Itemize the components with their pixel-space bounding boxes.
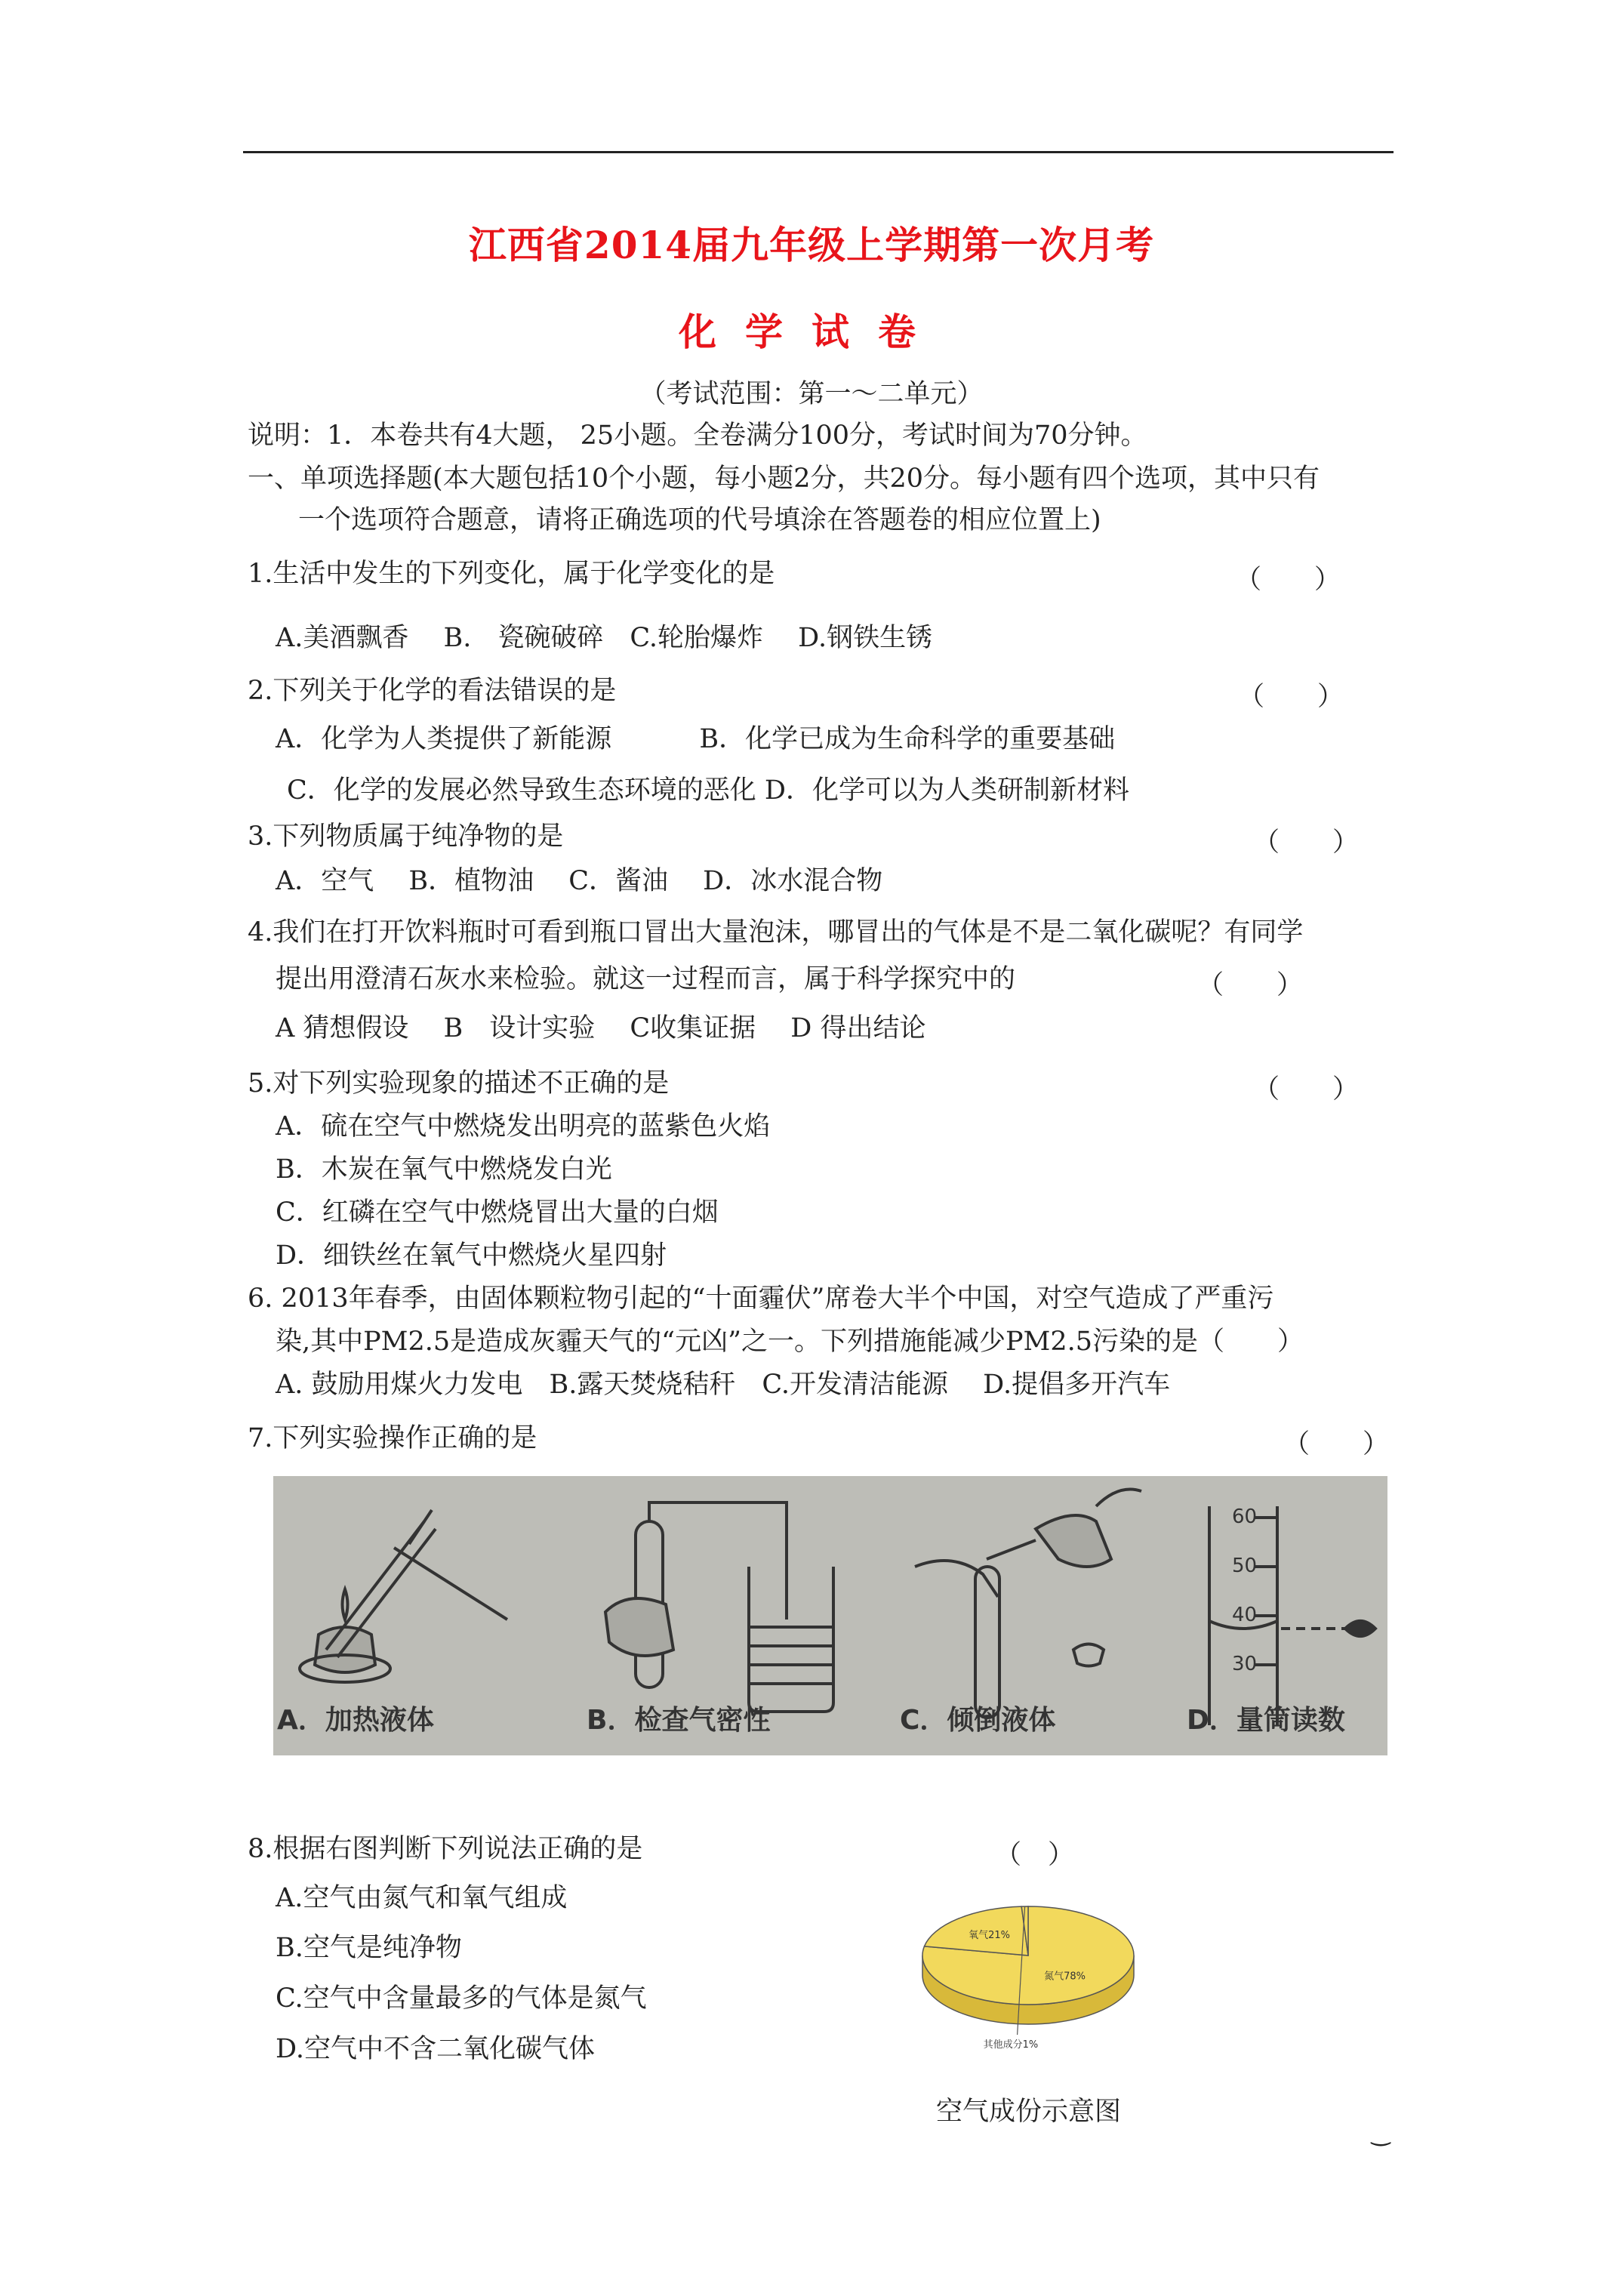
q7-label-b: B．检查气密性 — [587, 1705, 771, 1736]
header-rule — [243, 151, 1394, 153]
q8-stem: 8.根据右图判断下列说法正确的是 — [248, 1834, 643, 1864]
exam-scope: （考试范围：第一～二单元） — [639, 379, 984, 409]
page-mark: ‿ — [1372, 2120, 1390, 2147]
pie-label-n2: 氮气78% — [1044, 1971, 1086, 1983]
scale-40: 40 — [1232, 1604, 1258, 1626]
q1-answer-blank[interactable]: （ ） — [1235, 565, 1341, 595]
pie-caption: 空气成份示意图 — [936, 2097, 1122, 2127]
q2-options-cd: C．化学的发展必然导致生态环境的恶化 D．化学可以为人类研制新材料 — [287, 775, 1129, 806]
eye-icon — [1345, 1621, 1375, 1636]
q4-line2: 提出用澄清石灰水来检验。就这一过程而言，属于科学探究中的 — [276, 964, 1016, 994]
q2-stem: 2.下列关于化学的看法错误的是 — [248, 676, 617, 706]
q8-option-c: C.空气中含量最多的气体是氮气 — [276, 1983, 647, 2014]
test-tube-icon — [605, 1502, 787, 1687]
q5-option-a: A．硫在空气中燃烧发出明亮的蓝紫色火焰 — [276, 1111, 771, 1142]
stopper-icon — [1073, 1644, 1104, 1666]
test-tube-holder-icon — [326, 1510, 507, 1657]
section-heading-line1: 一、单项选择题(本大题包括10个小题，每小题2分，共20分。每小题有四个选项，其中只有 — [248, 464, 1320, 494]
q5-answer-blank[interactable]: （ ） — [1253, 1074, 1360, 1105]
q6-line1: 6. 2013年春季，由固体颗粒物引起的“十面霾伏”席卷大半个中国，对空气造成了严重污 — [248, 1284, 1274, 1314]
q7-illustration — [273, 1476, 1387, 1755]
q3-options: A．空气 B．植物油 C．酱油 D．冰水混合物 — [276, 866, 883, 896]
q5-option-d: D．细铁丝在氧气中燃烧火星四射 — [276, 1240, 667, 1271]
section-heading-line2: 一个选项符合题意，请将正确选项的代号填涂在答题卷的相应位置上) — [298, 505, 1101, 535]
exam-note: 说明：1．本卷共有4大题， 25小题。全卷满分100分，考试时间为70分钟。 — [248, 421, 1147, 451]
exam-title: 江西省2014届九年级上学期第一次月考 — [468, 223, 1155, 267]
q4-options: A 猜想假设 B 设计实验 C收集证据 D 得出结论 — [276, 1013, 926, 1043]
exam-subtitle: 化学试卷 — [679, 310, 944, 354]
pie-label-other: 其他成分1% — [983, 2039, 1039, 2051]
q1-options: A.美酒飘香 B. 瓷碗破碎 C.轮胎爆炸 D.钢铁生锈 — [276, 623, 933, 653]
scale-30: 30 — [1232, 1653, 1258, 1675]
q7-label-a: A．加热液体 — [277, 1705, 434, 1736]
graduated-cylinder-icon — [1209, 1506, 1345, 1725]
q6-options: A. 鼓励用煤火力发电 B.露天焚烧秸秆 C.开发清洁能源 D.提倡多开汽车 — [276, 1370, 1171, 1400]
scale-60: 60 — [1232, 1505, 1258, 1528]
q4-line1: 4.我们在打开饮料瓶时可看到瓶口冒出大量泡沫，哪冒出的气体是不是二氧化碳呢？有同学 — [248, 917, 1304, 948]
q3-answer-blank[interactable]: （ ） — [1253, 827, 1360, 858]
alcohol-lamp-icon — [300, 1589, 390, 1682]
q7-answer-blank[interactable]: （ ） — [1283, 1429, 1390, 1459]
q2-options-ab: A．化学为人类提供了新能源 B．化学已成为生命科学的重要基础 — [276, 724, 1116, 754]
q7-stem: 7.下列实验操作正确的是 — [248, 1423, 537, 1453]
q8-option-d: D.空气中不含二氧化碳气体 — [276, 2034, 595, 2064]
q4-answer-blank[interactable]: （ ） — [1197, 970, 1304, 1000]
q1-stem: 1.生活中发生的下列变化，属于化学变化的是 — [248, 559, 775, 589]
q5-option-b: B．木炭在氧气中燃烧发白光 — [276, 1154, 612, 1185]
tilted-test-tube-icon — [975, 1540, 1036, 1718]
pie-label-o2: 氧气21% — [969, 1930, 1010, 1942]
q7-label-d: D．量筒读数 — [1187, 1705, 1345, 1736]
q5-option-c: C．红磷在空气中燃烧冒出大量的白烟 — [276, 1197, 719, 1228]
air-composition-pie-chart — [915, 1880, 1156, 2061]
q7-label-c: C．倾倒液体 — [900, 1705, 1056, 1736]
q8-option-a: A.空气由氮气和氧气组成 — [276, 1883, 568, 1913]
q8-answer-blank[interactable]: （ ） — [995, 1840, 1075, 1870]
scale-50: 50 — [1232, 1555, 1258, 1577]
q3-stem: 3.下列物质属于纯净物的是 — [248, 821, 564, 852]
q2-answer-blank[interactable]: （ ） — [1238, 682, 1344, 712]
q8-option-b: B.空气是纯净物 — [276, 1933, 462, 1963]
q5-stem: 5.对下列实验现象的描述不正确的是 — [248, 1068, 670, 1099]
q7-figure — [273, 1476, 1387, 1755]
beaker-icon — [749, 1567, 833, 1712]
q6-line2: 染,其中PM2.5是造成灰霾天气的“元凶”之一。下列措施能减少PM2.5污染的是（ ） — [276, 1327, 1304, 1357]
